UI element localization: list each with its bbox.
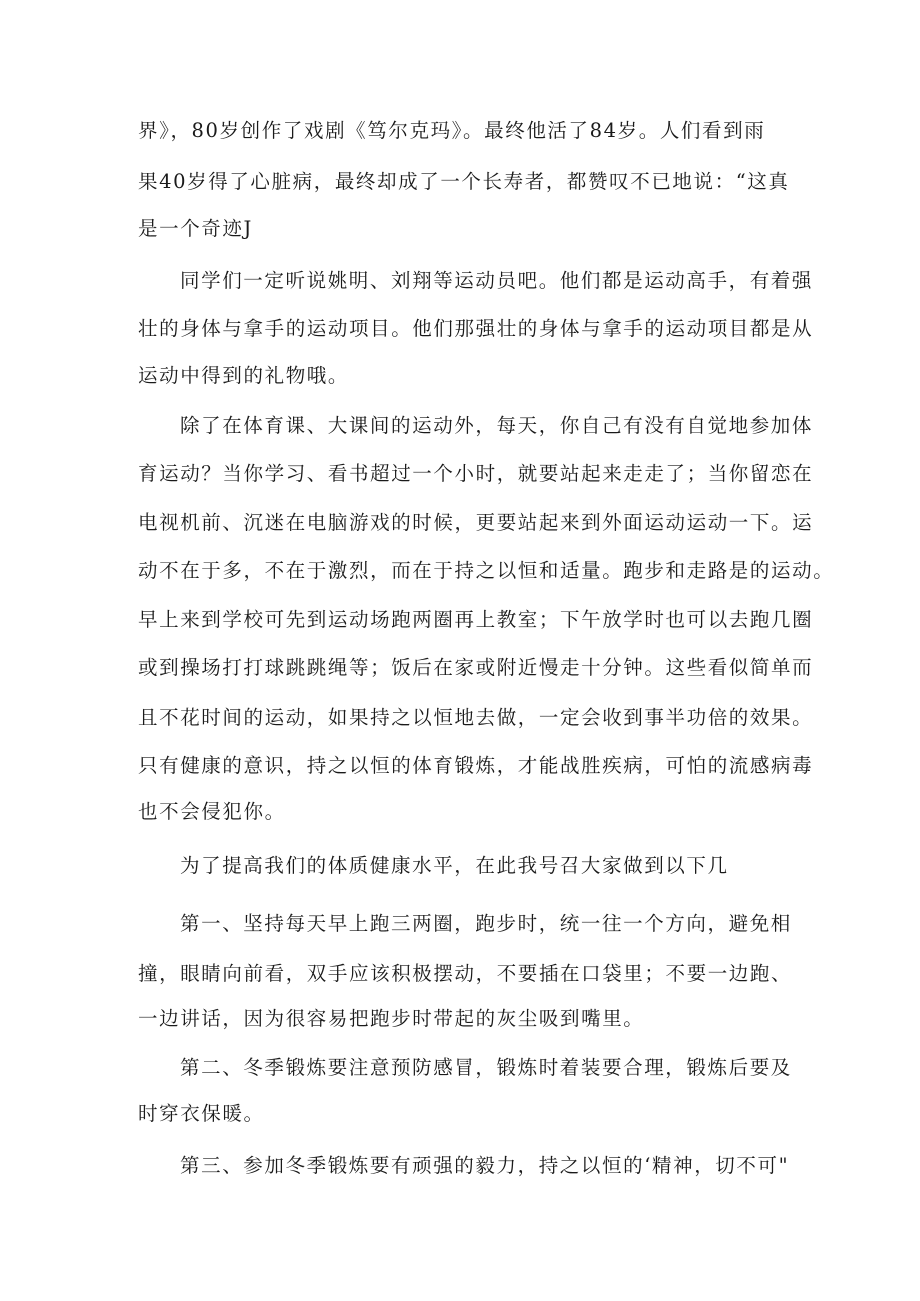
text-line: 电视机前、沉迷在电脑游戏的时候，更要站起来到外面运动运动一下。运 [138, 511, 814, 534]
text-line: 撞，眼睛向前看，双手应该积极摆动，不要插在口袋里；不要一边跑、 [138, 962, 793, 985]
text-line: 或到操场打打球跳跳绳等；饭后在家或附近慢走十分钟。这些看似简单而 [138, 656, 814, 679]
text-line: 壮的身体与拿手的运动项目。他们那强壮的身体与拿手的运动项目都是从 [138, 317, 814, 340]
text-line: 也不会侵犯你。 [138, 800, 286, 823]
text-line: 第三、参加冬季锻炼要有顽强的毅力，持之以恒的‘精神，切不可" [180, 1154, 790, 1177]
text-line: 界》，80岁创作了戏剧《笃尔克玛》。最终他活了84岁。人们看到雨 [138, 119, 766, 142]
text-line: 只有健康的意识，持之以恒的体育锻炼，才能战胜疾病，可怕的流感病毒 [138, 754, 814, 777]
text-line: 第二、冬季锻炼要注意预防感冒，锻炼时着装要合理，锻炼后要及 [180, 1056, 792, 1079]
text-line: 除了在体育课、大课间的运动外，每天，你自己有没有自觉地参加体 [180, 414, 814, 437]
text-line: 育运动？当你学习、看书超过一个小时，就要站起来走走了；当你留恋在 [138, 462, 814, 485]
text-line: 早上来到学校可先到运动场跑两圈再上教室；下午放学时也可以去跑几圈 [138, 608, 814, 631]
text-line: 第一、坚持每天早上跑三两圈，跑步时，统一往一个方向，避免相 [180, 912, 792, 935]
text-line: 同学们一定听说姚明、刘翔等运动员吧。他们都是运动高手，有着强 [180, 269, 814, 292]
text-line: 且不花时间的运动，如果持之以恒地去做，一定会收到事半功倍的效果。 [138, 706, 814, 729]
text-line: 为了提高我们的体质健康水平，在此我号召大家做到以下几 [180, 854, 729, 877]
text-line: 是一个奇迹J [138, 217, 253, 240]
text-line: 动不在于多，不在于激烈，而在于持之以恒和适量。跑步和走路是的运动。 [138, 559, 835, 582]
text-line: 运动中得到的礼物哦。 [138, 364, 350, 387]
text-line: 一边讲话，因为很容易把跑步时带起的灰尘吸到嘴里。 [138, 1007, 645, 1030]
text-line: 时穿衣保暖。 [138, 1102, 265, 1125]
text-line: 果40岁得了心脏病，最终却成了一个长寿者，都赞叹不已地说：“这真 [138, 170, 790, 193]
